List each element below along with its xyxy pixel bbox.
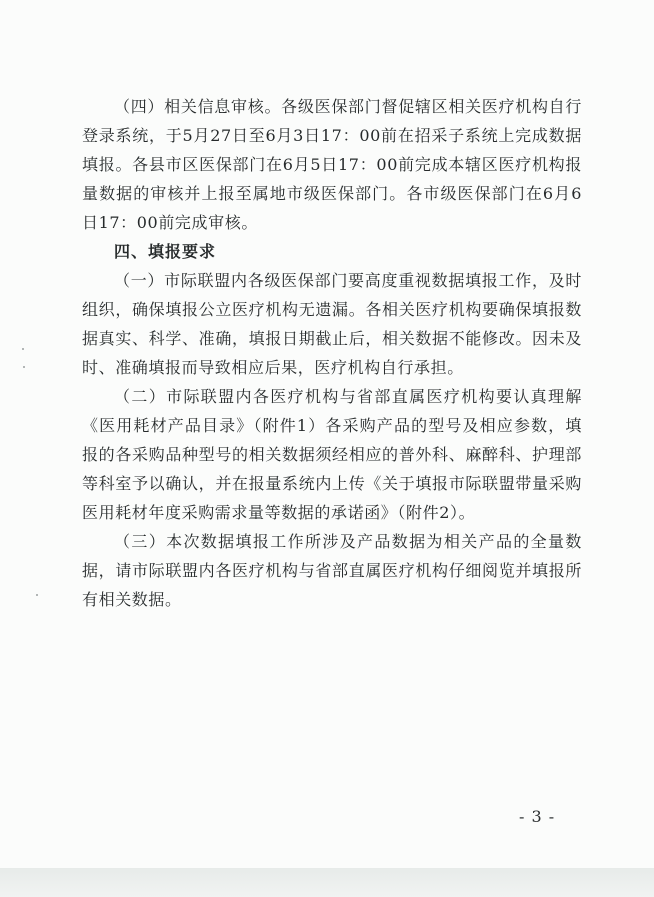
page-bottom-edge <box>0 868 654 897</box>
section-heading-requirements: 四、填报要求 <box>114 242 217 261</box>
paragraph-info-review: （四）相关信息审核。各级医保部门督促辖区相关医疗机构自行登录系统，于5月27日至6月3日17：00前在招采子系统上完成数据填报。各县市区医保部门在6月5日17：00前完成本辖区医疗机构报量数据的审核并上报至属地市级医保部门。各市级医保部门在6月6日17：00前完成审核。 <box>82 97 582 232</box>
scan-speck <box>22 348 24 350</box>
scan-speck <box>23 366 25 368</box>
scan-speck <box>36 594 38 596</box>
document-body <box>82 92 582 614</box>
page-number: - 3 - <box>519 807 556 826</box>
paragraph-requirement-2: （二）市际联盟内各医疗机构与省部直属医疗机构要认真理解《医用耗材产品目录》（附件1）各采购产品的型号及相应参数，填报的各采购品种型号的相关数据须经相应的普外科、麻醉科、护理部等科室予以确认，并在报量系统内上传《关于填报市际联盟带量采购医用耗材年度采购需求量等数据的承诺函》（附件2）。 <box>82 387 582 522</box>
bleed-through-text <box>70 55 590 69</box>
paragraph-requirement-1: （一）市际联盟内各级医保部门要高度重视数据填报工作，及时组织，确保填报公立医疗机构无遗漏。各相关医疗机构要确保填报数据真实、科学、准确，填报日期截止后，相关数据不能修改。因未及时、准确填报而导致相应后果，医疗机构自行承担。 <box>82 271 582 377</box>
paragraph-requirement-3: （三）本次数据填报工作所涉及产品数据为相关产品的全量数据，请市际联盟内各医疗机构与省部直属医疗机构仔细阅览并填报所有相关数据。 <box>82 532 582 609</box>
